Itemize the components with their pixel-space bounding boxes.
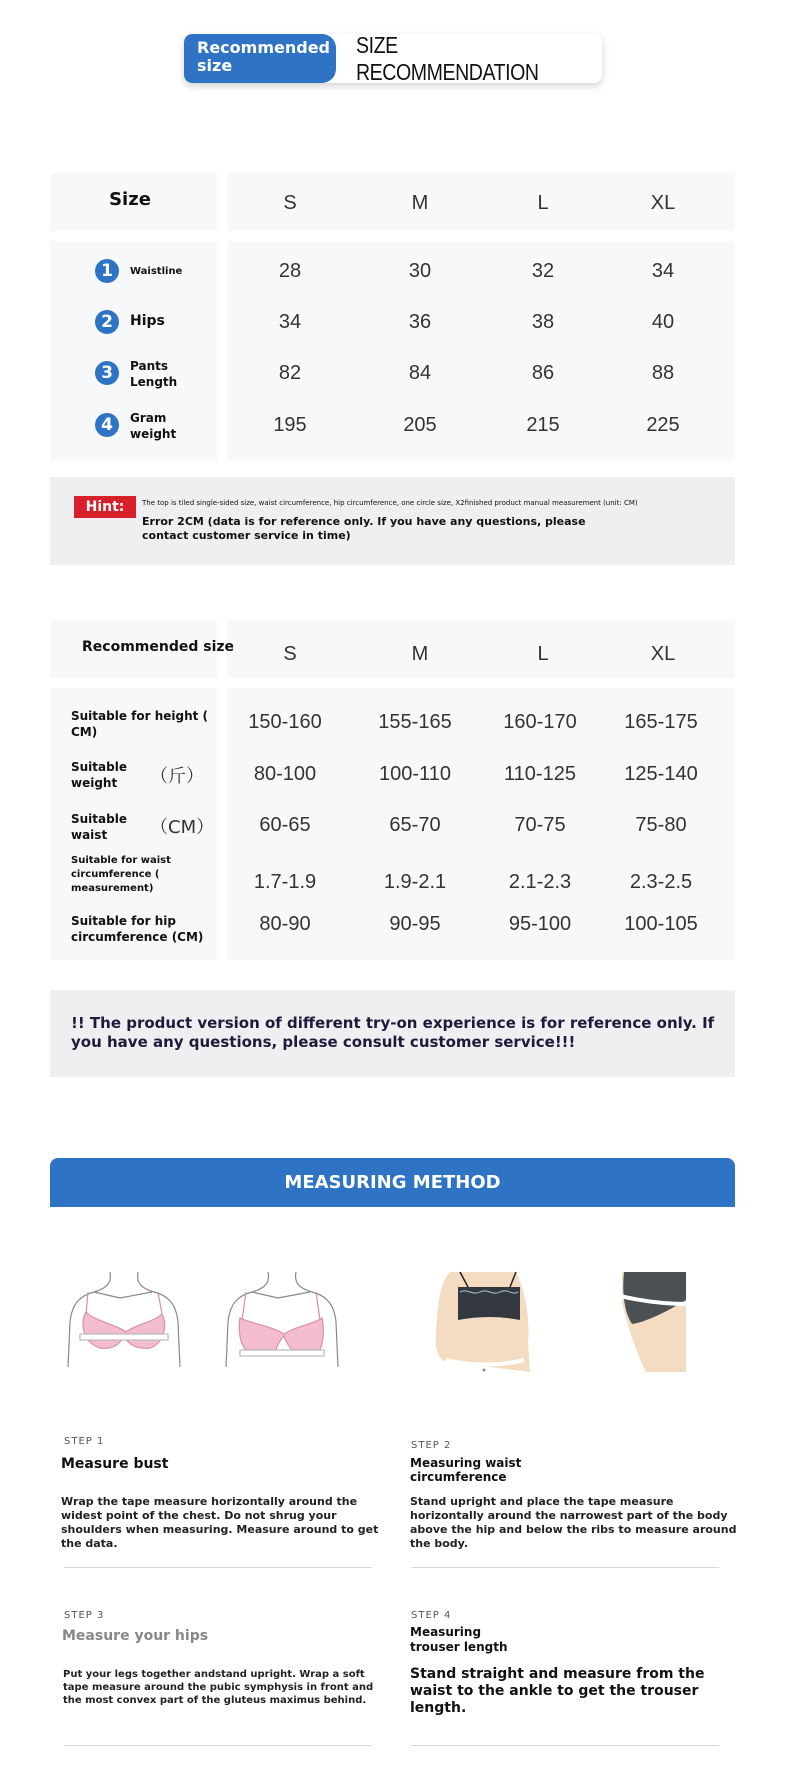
size-header-label: Size [109,189,151,210]
table-cell: 95-100 [508,913,572,935]
table-cell: 36 [408,311,432,333]
table-cell: 80-100 [253,763,317,785]
step-1-description: Wrap the tape measure horizontally around the widest point of the chest. Do not shrug your shoulders when measuring. Measure around to get the data. [61,1495,379,1550]
hint-small-text: The top is tiled single-sided size, waist circumference, hip circumference, one circle size, X2finished product manual measurement (unit: CM) [142,499,638,507]
measuring-method-banner: MEASURING METHOD [50,1158,735,1207]
row-label-gram-weight: Gram weight [130,411,177,441]
number-2-icon: 2 [95,310,119,334]
waist-hip-measure-illustrations [420,1262,710,1377]
divider [64,1567,372,1568]
table-cell: 165-175 [624,711,698,733]
divider [411,1567,719,1568]
bust-measure-illustration-2 [226,1272,338,1367]
table-cell: 195 [273,414,307,436]
row-label-waistline: Waistline [130,266,183,277]
unit-cm-label: （CM） [150,817,215,838]
table-cell: 1.7-1.9 [253,871,317,893]
table-cell: 110-125 [504,763,576,785]
table-cell: 215 [526,414,560,436]
recommend-col-l: L [537,643,549,665]
number-4-icon: 4 [95,413,119,437]
table-cell: 86 [531,362,555,384]
table-cell: 70-75 [514,814,566,836]
table-cell: 82 [278,362,302,384]
row-label-weight: Suitable weight [71,760,127,790]
row-label-waist-circumference: Suitable for waist circumference ( measurement) [71,855,171,894]
step-4-title: Measuring trouser length [410,1625,508,1654]
page-title: SIZE RECOMMENDATION [355,34,539,83]
table-cell: 40 [651,311,675,333]
table-cell: 84 [408,362,432,384]
table-cell: 28 [278,260,302,282]
number-1-icon: 1 [95,259,119,283]
table-cell: 34 [651,260,675,282]
size-col-s: S [283,192,297,214]
table-cell: 2.1-2.3 [508,871,572,893]
step-3-label: STEP 3 [64,1610,105,1621]
waist-measure-illustration [436,1272,530,1372]
recommend-col-m: M [411,643,429,665]
table-cell: 75-80 [635,814,687,836]
table-cell: 100-110 [379,763,451,785]
step-2-title: Measuring waist circumference [410,1456,522,1484]
row-label-hips: Hips [130,313,165,329]
table-cell: 60-65 [259,814,311,836]
number-3-icon: 3 [95,361,119,385]
step-2-description: Stand upright and place the tape measure horizontally around the narrowest part of the body above the hip and below the ribs to measure around the body. [410,1495,737,1550]
table-cell: 32 [531,260,555,282]
step-3-description: Put your legs together andstand upright. Wrap a soft tape measure around the pubic symphysis in front and the most convex part of the gluteus maximus behind. [63,1669,374,1706]
table-cell: 160-170 [503,711,577,733]
table-cell: 34 [278,311,302,333]
table-cell: 150-160 [248,711,322,733]
table-cell: 225 [646,414,680,436]
recommend-col-s: S [283,643,297,665]
table-cell: 155-165 [378,711,452,733]
hint-tag: Hint: [74,496,136,518]
size-col-l: L [537,192,549,214]
row-label-height: Suitable for height ( CM) [71,709,209,739]
table-cell: 2.3-2.5 [629,871,693,893]
table-cell: 38 [531,311,555,333]
step-2-label: STEP 2 [411,1440,452,1451]
bust-measure-illustration-1 [68,1272,180,1367]
step-3-title: Measure your hips [62,1628,209,1644]
table-cell: 100-105 [624,913,698,935]
hint-main-text: Error 2CM (data is for reference only. If you have any questions, please contact customer service in time) [142,515,586,542]
table-cell: 30 [408,260,432,282]
notice-box [50,990,735,1077]
divider [64,1745,372,1746]
unit-jin-label: （斤） [150,766,204,787]
table-cell: 1.9-2.1 [383,871,447,893]
step-4-description: Stand straight and measure from the waist to the ankle to get the trouser length. [410,1666,705,1716]
size-col-xl: XL [650,192,676,214]
step-1-title: Measure bust [61,1456,169,1472]
size-col-m: M [411,192,429,214]
recommended-size-badge: Recommended size [184,34,336,83]
recommend-col-xl: XL [650,643,676,665]
table-cell: 205 [403,414,437,436]
row-label-waist: Suitable waist [71,812,127,842]
divider [411,1745,719,1746]
table-cell: 125-140 [624,763,698,785]
notice-text: !! The product version of different try-on experience is for reference only. If you have any questions, please consult customer service!!! [71,1014,715,1051]
step-1-label: STEP 1 [64,1436,105,1447]
table-cell: 65-70 [389,814,441,836]
hint-box [50,477,735,565]
table-cell: 88 [651,362,675,384]
bust-measure-illustrations [60,1262,350,1377]
hip-measure-illustration [620,1272,688,1372]
step-4-label: STEP 4 [411,1610,452,1621]
row-label-hip-circumference: Suitable for hip circumference (CM) [71,914,204,944]
row-label-pants-length: Pants Length [130,359,178,389]
recommended-size-header-label: Recommended size [82,639,235,655]
size-recommendation-header [184,34,602,83]
table-cell: 80-90 [259,913,311,935]
table-cell: 90-95 [389,913,441,935]
